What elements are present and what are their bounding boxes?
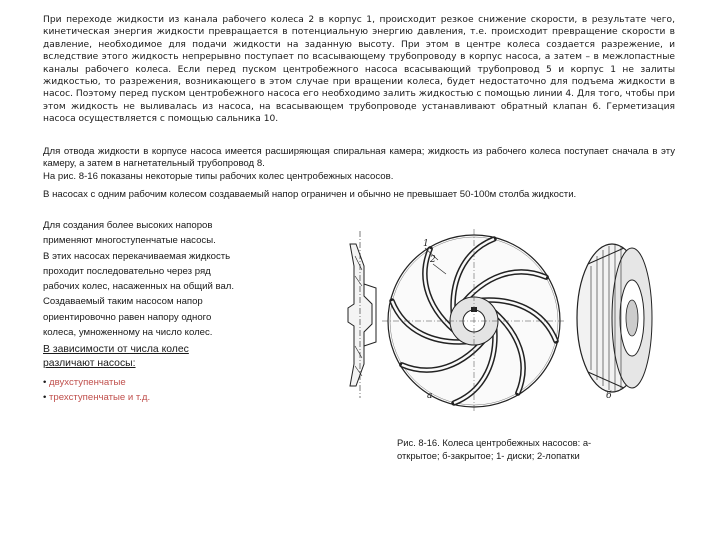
list-item — [43, 375, 308, 390]
text-line: Создаваемый таким насосом напор — [43, 296, 203, 308]
bullet-marker: • — [43, 377, 47, 388]
paragraph-figure-reference: На рис. 8-16 показаны некоторые типы рабочих колес центробежных насосов. — [43, 171, 394, 182]
multistage-description — [43, 218, 308, 340]
open-impeller-drawing — [382, 229, 566, 411]
label-a: а — [427, 391, 433, 401]
paragraph-spiral-chamber: Для отвода жидкости в корпусе насоса имеется расширяющая спиральная камера; жидкость из рабочего колеса поступает сначала в эту камеру, а затем в нагнетательный трубопровод 8. — [43, 146, 675, 170]
impeller-section-drawing — [348, 231, 376, 398]
text-line: В этих насосах перекачиваемая жидкость — [43, 250, 231, 262]
bullet-marker: • — [43, 392, 47, 404]
paragraph-pump-principle: При переходе жидкости из канала рабочего колеса 2 в корпус 1, происходит резкое снижение скорости, в результате чего, кинетическая энергия жидкости превращается в потенциальную энергию давления, т.е. происходит превращение скорости в давление, необходимое для подачи жидкости на заданную высоту. При этом в центре колеса создается разрежение, и вследствие этого жидкость непрерывно поступает по всасывающему трубопроводу в корпус насоса, а затем – в межлопастные каналы рабочего колеса. Если перед пуском центробежного насоса всасывающий трубопровод 5 и корпус 1 не залиты жидкостью, то разрежения, возникающего в этом случае при вращении колеса, будет недостаточно для подъема жидкости в насос. Поэтому перед пуском центробежного насоса его необходимо залить жидкостью с помощью линии 4. Для того, чтобы при этом жидкость не выливалась из насоса, на всасывающем трубопроводе устанавливают обратный клапан 6. Герметизация насоса осуществляется с помощью сальника 10. — [43, 15, 675, 125]
label-1: 1 — [423, 239, 429, 249]
types-heading — [43, 343, 308, 371]
text-line: ориентировочно равен напору одного — [43, 311, 212, 323]
list-item — [43, 390, 308, 405]
figure-caption: Рис. 8-16. Колеса центробежных насосов: а- открытое; б-закрытое; 1- диски; 2-лопатки — [397, 437, 592, 462]
text-line: рабочих колес, насаженных на общий вал. — [43, 281, 235, 293]
types-heading-line: различают насосы: — [43, 358, 136, 369]
paragraph-single-wheel-head: В насосах с одним рабочим колесом создаваемый напор ограничен и обычно не превышает 50-100м столба жидкости. — [43, 189, 577, 200]
list-item-text: трехступенчатые и т.д. — [49, 392, 151, 404]
text-line: применяют многоступенчатые насосы. — [43, 235, 216, 247]
text-line: колеса, умноженному на число колес. — [43, 327, 213, 339]
list-item-text: двухступенчатые — [49, 377, 126, 388]
text-line: проходит последовательно через ряд — [43, 265, 211, 277]
label-b: б — [606, 391, 612, 401]
pump-types-list — [43, 375, 308, 406]
closed-impeller-drawing — [577, 244, 652, 392]
types-heading-line: В зависимости от числа колес — [43, 344, 189, 355]
text-line: Для создания более высоких напоров — [43, 220, 213, 231]
label-2: 2 — [430, 255, 436, 265]
impeller-figure — [320, 226, 665, 411]
